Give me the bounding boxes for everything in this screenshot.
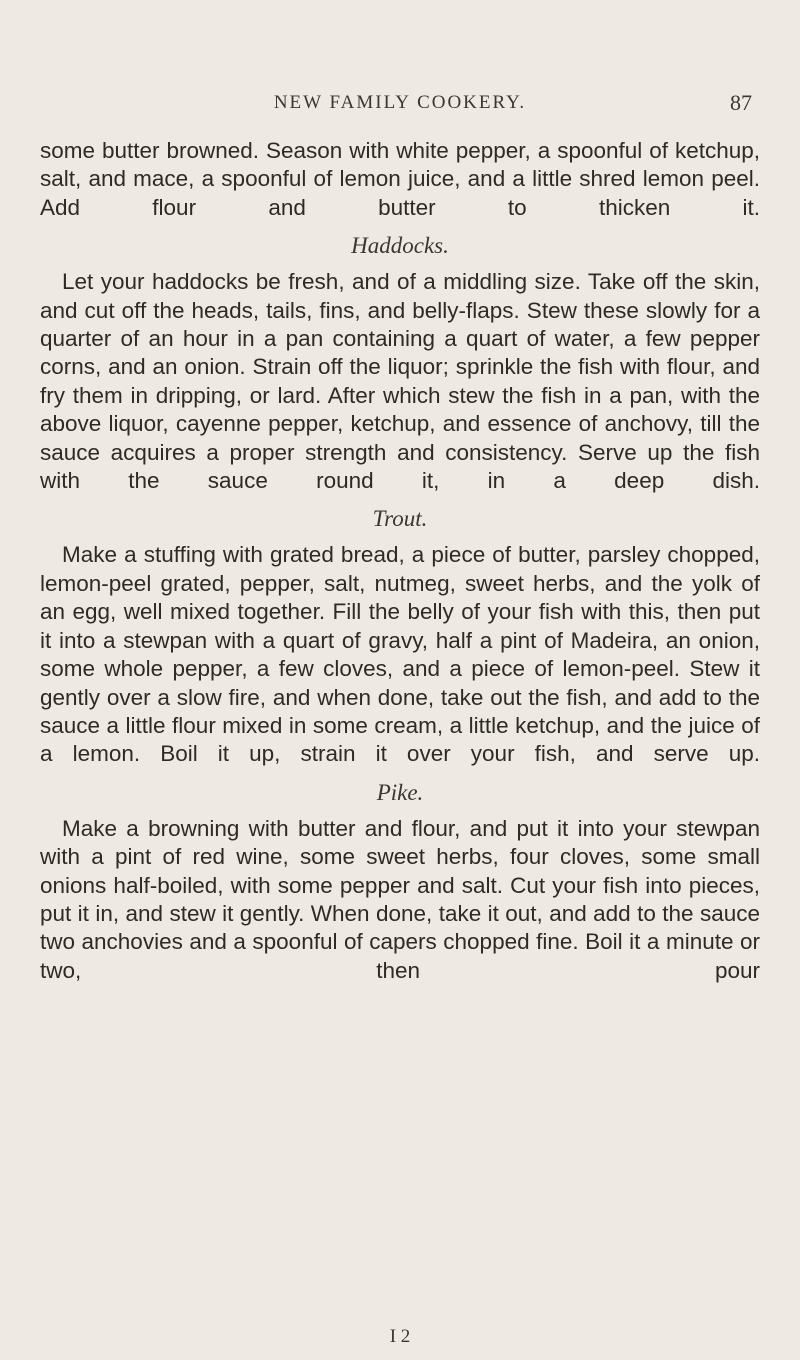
running-title: NEW FAMILY COOKERY.	[273, 92, 527, 113]
intro-paragraph: some butter browned. Season with white pepper, a spoonful of ketchup, salt, and mace, a spoonful of lemon juice, and a little shred lemon peel. Add flour and butter to thicken it.	[40, 138, 760, 220]
paragraph-haddocks: Let your haddocks be fresh, and of a middling size. Take off the skin, and cut off the heads, tails, fins, and belly-flaps. Stew these slowly for a quarter of an hour in a pan containing a quart of water, a few pepper corns, and an onion. Strain off the liquor; sprinkle the fish with flour, and fry them in dripping, or lard. After which stew the fish in a pan, with the above liquor, cayenne pepper, ketchup, and essence of anchovy, till the sauce acquires a proper strength and consistency. Serve up the fish with the sauce round it, in a deep dish.	[40, 269, 760, 494]
text-body	[40, 137, 760, 985]
book-page	[40, 0, 760, 1360]
paragraph-pike: Make a browning with butter and flour, and put it into your stewpan with a pint of red wine, some sweet herbs, four cloves, some small onions half-boiled, with some pepper and salt. Cut your fish into pieces, put it in, and stew it gently. When done, take it out, and add to the sauce two anchovies and a spoonful of capers chopped fine. Boil it a minute or two, then pour	[40, 815, 760, 983]
running-head	[40, 92, 760, 122]
heading-pike: Pike.	[376, 779, 424, 805]
heading-haddocks: Haddocks.	[351, 233, 449, 259]
signature-mark: I 2	[389, 1326, 411, 1347]
page-number: 87	[730, 90, 752, 115]
heading-trout: Trout.	[372, 506, 428, 532]
paragraph-trout: Make a stuffing with grated bread, a piece of butter, parsley chopped, lemon-peel grated, pepper, salt, nutmeg, sweet herbs, and the yolk of an egg, well mixed together. Fill the belly of your fish with this, then put it into a stewpan with a quart of gravy, half a pint of Madeira, an onion, some whole pepper, a few cloves, and a piece of lemon-peel. Stew it gently over a slow fire, and when done, take out the fish, and add to the sauce a little flour mixed in some cream, a little ketchup, and the juice of a lemon. Boil it up, strain it over your fish, and serve up.	[40, 542, 760, 767]
